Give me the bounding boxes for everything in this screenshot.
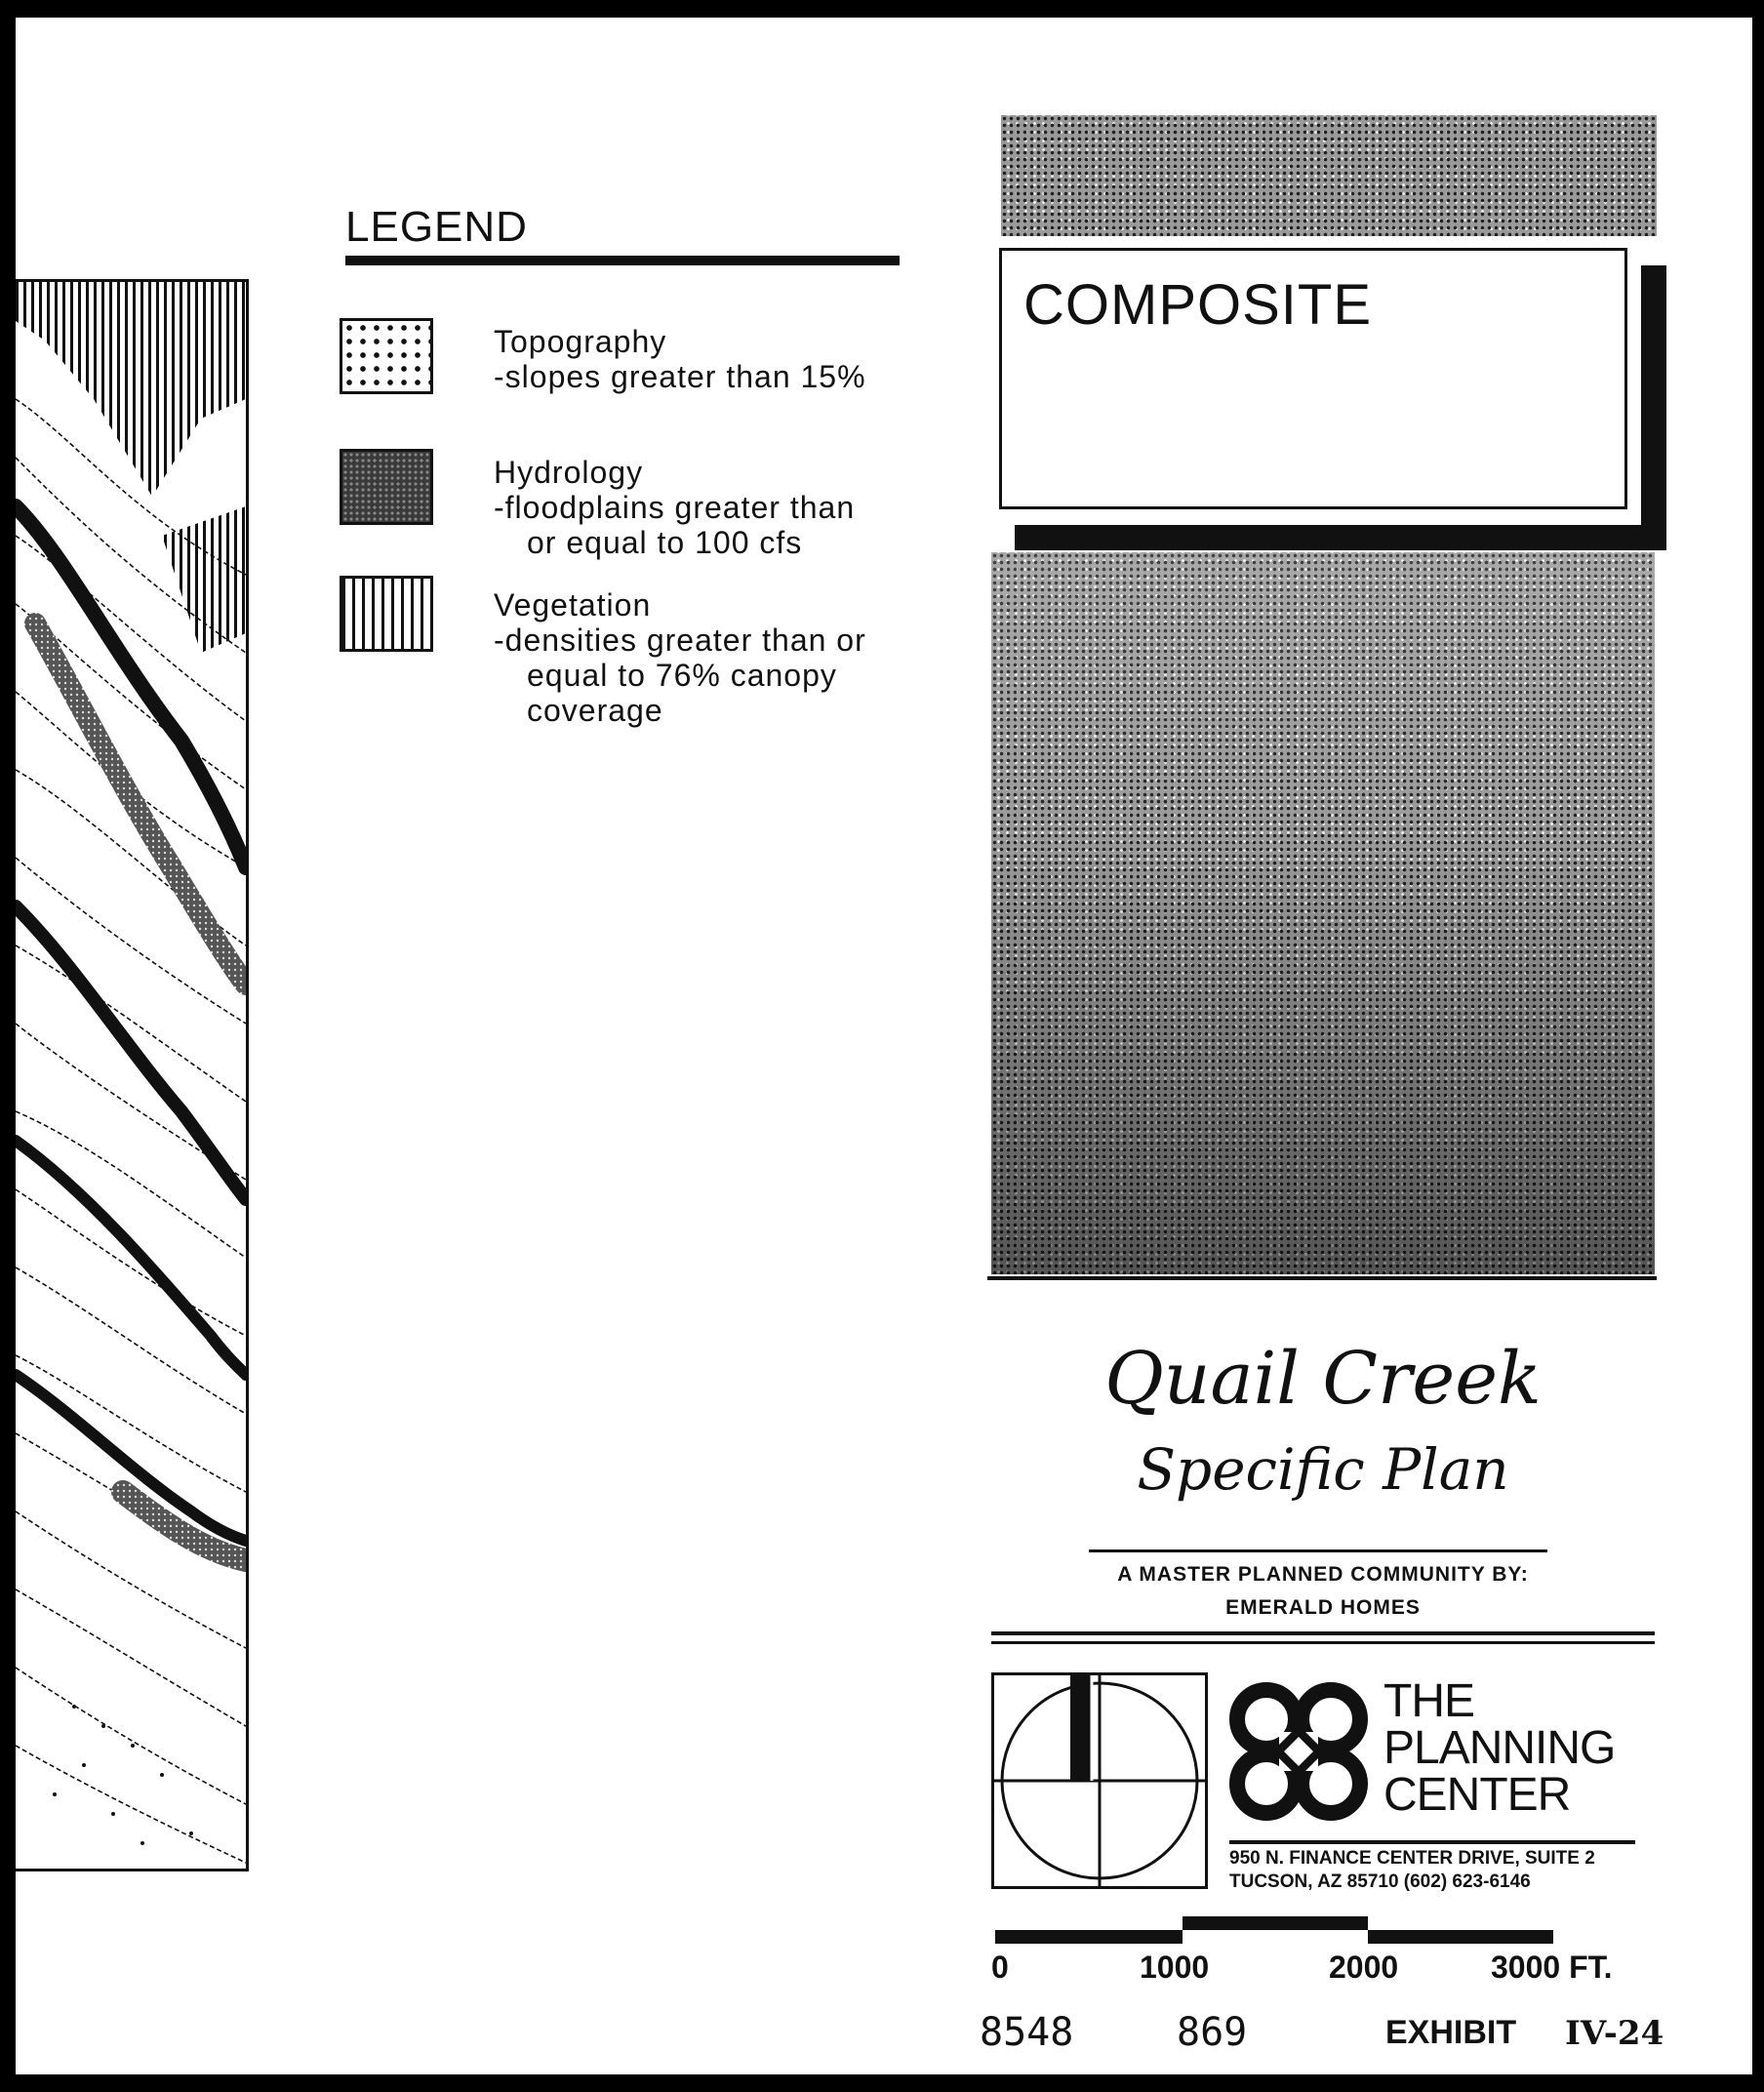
legend-item-detail: -densities greater than or	[494, 623, 866, 658]
map-drawing	[16, 282, 246, 1869]
legend-item-detail: or equal to 100 cfs	[527, 525, 803, 560]
north-arrow-logo	[991, 1672, 1208, 1889]
scale-label: 0	[991, 1950, 1009, 1985]
developer-name: EMERALD HOMES	[1225, 1596, 1421, 1619]
legend-item-detail: -floodplains greater than	[494, 490, 856, 525]
scale-bar-segment	[1183, 1916, 1368, 1930]
scale-label: 3000 FT.	[1491, 1950, 1613, 1985]
map-sheet	[16, 18, 1752, 2074]
scale-bar-segment	[995, 1930, 1183, 1944]
exhibit-title: COMPOSITE	[1023, 273, 1373, 337]
divider	[987, 1276, 1657, 1280]
firm-name-line: PLANNING	[1383, 1722, 1616, 1774]
legend-item-vegetation	[494, 587, 866, 728]
north-arrow-icon	[994, 1675, 1205, 1886]
legend-item-name: Topography	[494, 324, 667, 359]
firm-name-line: CENTER	[1383, 1769, 1571, 1821]
legend-item-detail: coverage	[527, 693, 663, 728]
project-title	[991, 1335, 1655, 1509]
scale-label: 2000	[1329, 1950, 1399, 1985]
firm-name-line: THE	[1383, 1675, 1474, 1727]
title-block-stipple	[1001, 115, 1657, 236]
title-block-stipple	[991, 552, 1655, 1274]
document-number: 869	[1177, 2010, 1248, 2055]
divider	[1229, 1840, 1635, 1844]
legend-item-detail: -slopes greater than 15%	[494, 359, 866, 394]
project-subtitle: Specific Plan	[1137, 1436, 1509, 1503]
scale-bar-segment	[1368, 1930, 1553, 1944]
divider	[991, 1631, 1655, 1635]
divider	[991, 1641, 1655, 1644]
legend-item-detail: equal to 76% canopy	[527, 658, 837, 693]
project-name: Quail Creek	[1104, 1337, 1542, 1421]
legend-item-hydrology	[494, 455, 855, 560]
exhibit-id: IV-24	[1565, 2014, 1664, 2053]
divider	[1089, 1549, 1547, 1552]
legend-item-name: Vegetation	[494, 587, 652, 623]
firm-name	[1383, 1675, 1616, 1821]
scale-bar	[995, 1916, 1553, 1944]
legend-title: LEGEND	[345, 203, 528, 251]
legend-item-topography	[494, 324, 866, 394]
document-number: 8548	[980, 2010, 1074, 2055]
planning-center-logo-icon	[1225, 1678, 1372, 1825]
legend-item-name: Hydrology	[494, 455, 644, 490]
firm-address: 950 N. FINANCE CENTER DRIVE, SUITE 2	[1229, 1848, 1595, 1869]
firm-address: TUCSON, AZ 85710 (602) 623-6146	[1229, 1871, 1531, 1892]
scale-label: 1000	[1140, 1950, 1210, 1985]
vegetation-swatch	[340, 576, 433, 652]
title-box	[999, 248, 1627, 509]
title-box-shadow	[1641, 265, 1666, 541]
hydrology-swatch	[340, 449, 433, 525]
legend-rule	[345, 256, 900, 265]
by-line: A MASTER PLANNED COMMUNITY BY:	[1117, 1563, 1529, 1586]
exhibit-label: EXHIBIT	[1385, 2014, 1517, 2051]
title-box-shadow	[1015, 525, 1666, 550]
topography-swatch	[340, 318, 433, 394]
composite-map	[16, 279, 249, 1871]
